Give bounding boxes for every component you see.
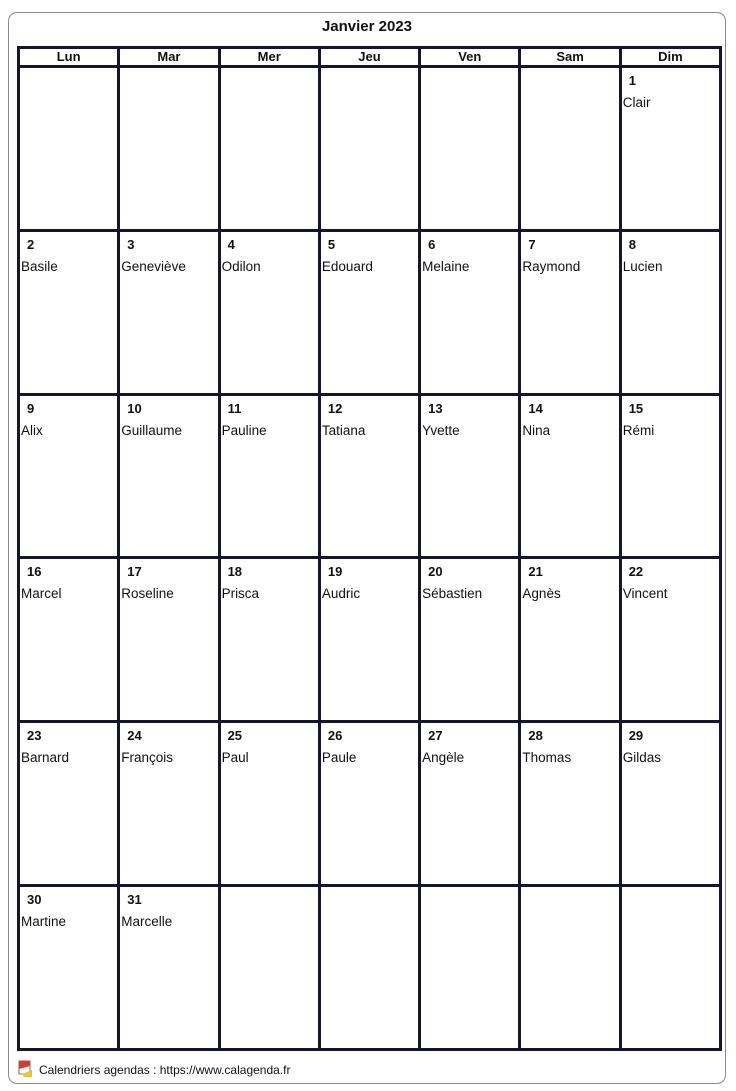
saint-name: Audric bbox=[321, 586, 361, 602]
empty-day-cell bbox=[421, 887, 518, 1048]
saint-name: Thomas bbox=[522, 750, 572, 766]
saint-name: Sébastien bbox=[422, 586, 483, 602]
day-number: 15 bbox=[628, 400, 644, 416]
day-cell bbox=[421, 723, 518, 884]
day-cell bbox=[20, 887, 117, 1048]
day-cell bbox=[421, 232, 518, 393]
day-cell bbox=[120, 887, 217, 1048]
day-number: 31 bbox=[127, 892, 142, 908]
day-number: 25 bbox=[227, 728, 243, 744]
calendar-grid bbox=[17, 46, 722, 1051]
day-cell bbox=[120, 559, 217, 720]
saint-name: Vincent bbox=[622, 586, 668, 602]
day-number: 24 bbox=[127, 728, 142, 744]
calendar-logo-icon bbox=[18, 1060, 34, 1078]
day-number: 5 bbox=[327, 236, 336, 252]
weekday-header: Dim bbox=[622, 49, 719, 65]
saint-name: Rémi bbox=[622, 422, 655, 438]
saint-name: Guillaume bbox=[121, 422, 183, 438]
day-cell bbox=[521, 559, 618, 720]
saint-name: Alix bbox=[21, 422, 43, 438]
weekday-header: Jeu bbox=[321, 49, 418, 65]
saint-name: Geneviève bbox=[121, 258, 186, 274]
day-cell bbox=[321, 723, 418, 884]
saint-name: Paul bbox=[221, 750, 249, 766]
saint-name: Paule bbox=[321, 750, 357, 766]
day-cell bbox=[521, 232, 618, 393]
day-cell bbox=[421, 559, 518, 720]
day-cell bbox=[20, 396, 117, 557]
day-number: 26 bbox=[327, 728, 343, 744]
empty-day-cell bbox=[321, 887, 418, 1048]
day-number: 17 bbox=[127, 564, 142, 580]
empty-day-cell bbox=[521, 68, 618, 229]
saint-name: Raymond bbox=[522, 258, 581, 274]
day-cell bbox=[120, 396, 217, 557]
day-cell bbox=[421, 396, 518, 557]
saint-name: Roseline bbox=[121, 586, 174, 602]
empty-day-cell bbox=[622, 887, 719, 1048]
footer bbox=[18, 1058, 290, 1080]
day-cell bbox=[622, 68, 719, 229]
day-cell bbox=[521, 723, 618, 884]
day-number: 9 bbox=[27, 400, 35, 416]
saint-name: François bbox=[121, 750, 174, 766]
weekday-header: Sam bbox=[521, 49, 618, 65]
day-cell bbox=[20, 723, 117, 884]
saint-name: Yvette bbox=[422, 422, 460, 438]
day-number: 8 bbox=[628, 236, 636, 252]
day-number: 14 bbox=[528, 400, 543, 416]
saint-name: Prisca bbox=[221, 586, 260, 602]
day-number: 4 bbox=[227, 236, 235, 252]
weekday-header: Lun bbox=[20, 49, 117, 65]
day-number: 29 bbox=[628, 728, 644, 744]
day-number: 28 bbox=[528, 728, 543, 744]
day-number: 11 bbox=[227, 400, 242, 416]
day-cell bbox=[521, 396, 618, 557]
saint-name: Lucien bbox=[622, 258, 663, 274]
day-number: 7 bbox=[528, 236, 536, 252]
empty-day-cell bbox=[521, 887, 618, 1048]
day-number: 27 bbox=[428, 728, 443, 744]
day-cell bbox=[622, 232, 719, 393]
day-number: 13 bbox=[428, 400, 443, 416]
empty-day-cell bbox=[321, 68, 418, 229]
saint-name: Marcel bbox=[21, 586, 62, 602]
day-number: 21 bbox=[528, 564, 543, 580]
saint-name: Basile bbox=[21, 258, 58, 274]
day-number: 20 bbox=[428, 564, 443, 580]
weekday-header: Ven bbox=[421, 49, 518, 65]
saint-name: Pauline bbox=[221, 422, 267, 438]
day-number: 30 bbox=[27, 892, 42, 908]
day-cell bbox=[622, 396, 719, 557]
footer-link[interactable]: Calendriers agendas : https://www.calagenda.fr bbox=[39, 1063, 291, 1077]
day-cell bbox=[321, 559, 418, 720]
day-number: 2 bbox=[27, 236, 35, 252]
day-number: 12 bbox=[327, 400, 343, 416]
saint-name: Marcelle bbox=[121, 914, 173, 930]
day-cell bbox=[221, 723, 318, 884]
saint-name: Melaine bbox=[422, 258, 470, 274]
day-number: 22 bbox=[628, 564, 644, 580]
day-cell bbox=[321, 232, 418, 393]
day-number: 19 bbox=[327, 564, 343, 580]
saint-name: Angèle bbox=[422, 750, 465, 766]
empty-day-cell bbox=[221, 887, 318, 1048]
saint-name: Gildas bbox=[622, 750, 661, 766]
day-number: 23 bbox=[27, 728, 42, 744]
saint-name: Agnès bbox=[522, 586, 561, 602]
day-number: 18 bbox=[227, 564, 243, 580]
day-cell bbox=[622, 559, 719, 720]
day-cell bbox=[321, 396, 418, 557]
day-cell bbox=[221, 232, 318, 393]
day-cell bbox=[20, 232, 117, 393]
day-number: 1 bbox=[628, 73, 636, 88]
day-number: 16 bbox=[27, 564, 42, 580]
empty-day-cell bbox=[120, 68, 217, 229]
weekday-header: Mer bbox=[221, 49, 318, 65]
day-cell bbox=[221, 559, 318, 720]
day-cell bbox=[120, 723, 217, 884]
empty-day-cell bbox=[421, 68, 518, 229]
saint-name: Tatiana bbox=[321, 422, 366, 438]
saint-name: Clair bbox=[622, 95, 651, 110]
saint-name: Nina bbox=[522, 422, 551, 438]
saint-name: Barnard bbox=[21, 750, 70, 766]
day-number: 3 bbox=[127, 236, 135, 252]
day-cell bbox=[20, 559, 117, 720]
weekday-header: Mar bbox=[120, 49, 217, 65]
day-cell bbox=[120, 232, 217, 393]
day-number: 6 bbox=[428, 236, 436, 252]
day-cell bbox=[221, 396, 318, 557]
saint-name: Edouard bbox=[321, 258, 373, 274]
saint-name: Martine bbox=[21, 914, 67, 930]
calendar-title: Janvier 2023 bbox=[321, 18, 413, 35]
empty-day-cell bbox=[20, 68, 117, 229]
saint-name: Odilon bbox=[221, 258, 261, 274]
empty-day-cell bbox=[221, 68, 318, 229]
day-number: 10 bbox=[127, 400, 142, 416]
day-cell bbox=[622, 723, 719, 884]
